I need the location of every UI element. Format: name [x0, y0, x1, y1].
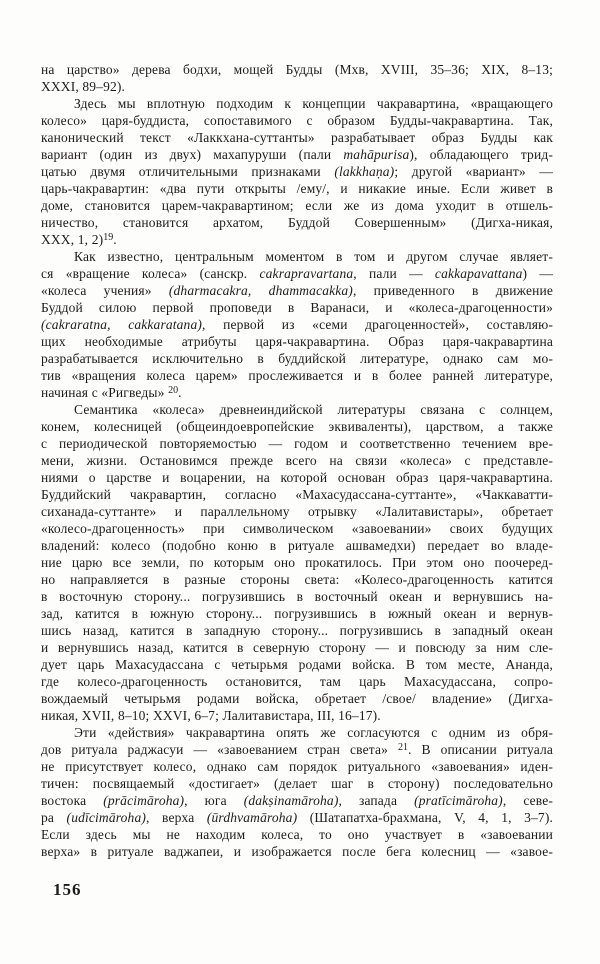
footnote-ref: 21 — [398, 742, 408, 753]
text-run: XXX, 1, 2) — [41, 232, 104, 247]
text-run: на царство» дерева бодхи, мощей Будды (Мхв, XVIII, 35–36; XIX, 8–13; — [41, 62, 553, 77]
footnote-ref: 20 — [168, 385, 179, 396]
text-run: ниями о царстве и воцарении, на которой основан образ царя-чакравартина. — [41, 470, 553, 485]
text-line — [41, 231, 553, 248]
text-line — [41, 163, 553, 180]
text-line — [41, 707, 553, 724]
text-run: верха» в ритуале ваджапеи, и изображается после бега колесниц — «завое- — [41, 844, 553, 859]
text-line — [41, 605, 553, 622]
text-run: «колесо-драгоценность» при символическом «завоевании» своих будущих — [41, 521, 553, 536]
text-line — [41, 418, 553, 435]
text-run: не присутствует колесо, однако сам порядок ритуального «завоевания» иден- — [41, 759, 553, 774]
text-run: доме, становится царем-чакравартином; если же из дома уходит в отшель- — [41, 198, 553, 213]
text-run: мени, жизни. Остановимся прежде всего на связи «колеса» с представле- — [41, 453, 553, 468]
text-line — [41, 520, 553, 537]
text-run: Здесь мы вплотную подходим к концепции чакравартина, «вращающего — [74, 96, 553, 111]
text-line — [41, 486, 553, 503]
text-line — [41, 316, 553, 333]
text-run: цатью двумя отличительными признаками — [41, 164, 335, 179]
text-line — [41, 843, 553, 860]
text-run: с периодической повторяемостью — годом и соответственно течением вре- — [41, 436, 553, 451]
text-line — [41, 690, 553, 707]
text-run: и вернувшись назад, катится в северную сторону — и повсюду за ним сле- — [41, 640, 553, 655]
text-run: Буддой силою первой проповеди в Варанаси, и «колеса-драгоценности» — [41, 300, 553, 315]
text-run: , запада — [338, 793, 415, 808]
text-line — [41, 384, 553, 401]
text-run: начиная с «Ригведы» — [41, 385, 169, 400]
text-line — [41, 367, 553, 384]
text-line — [41, 792, 553, 809]
text-run: ничество, становится архатом, Буддой Совершенным» (Дигха-никая, — [41, 215, 553, 230]
text-line — [41, 401, 553, 418]
text-line — [41, 724, 553, 741]
text-line — [41, 809, 553, 826]
italic-term: (dakṣinamāroha) — [243, 793, 339, 808]
text-run: вариант (один из двух) махапуруши (пали — [41, 147, 344, 162]
text-line — [41, 571, 553, 588]
text-line — [41, 469, 553, 486]
text-line — [41, 435, 553, 452]
text-run: . — [178, 385, 182, 400]
text-run: владений: колесо (подобно коню в ритуале ашвамедхи) передает во владе- — [41, 538, 553, 553]
text-run: Как известно, центральным моментом в том и другом случае являет- — [74, 249, 553, 264]
text-run: ся «вращение колеса» (санскр. — [41, 266, 260, 281]
italic-term: (dharmacakra, dhammacakka) — [168, 283, 353, 298]
text-line — [41, 758, 553, 775]
text-run: канонический текст «Лаккхана-суттанты» разрабатывает образ Будды как — [41, 130, 553, 145]
text-run: вождаемый четырьмя родами войска, обретает /свое/ владение» (Дигха- — [41, 691, 553, 706]
text-run: но направляется в разные стороны света: «Колесо-драгоценность катится — [41, 572, 553, 587]
text-line — [41, 639, 553, 656]
page-number: 156 — [53, 880, 82, 899]
text-line — [41, 537, 553, 554]
text-run: Буддийский чакравартин, согласно «Махасудассана-суттанте», «Чаккаватти- — [41, 487, 553, 502]
italic-term: (cakraratna, cakkaratana) — [41, 317, 202, 332]
text-line — [41, 61, 553, 78]
italic-term: cakkapavattana — [434, 266, 523, 281]
text-line — [41, 180, 553, 197]
text-run: . — [113, 232, 117, 247]
text-run: «колеса учения» — [41, 283, 169, 298]
text-run: ), обладающего трид- — [409, 147, 553, 162]
text-run: колесо» царя-буддиста, сопоставимого с образом Будды-чакравартина. Так, — [41, 113, 553, 128]
text-run: востока — [41, 793, 104, 808]
text-run: , юга — [184, 793, 244, 808]
text-line — [41, 214, 553, 231]
text-run: где колесо-драгоценность остановится, там царь Махасудассана, сопро- — [41, 674, 553, 689]
italic-term: (udīcimāroha) — [66, 810, 146, 825]
text-line — [41, 282, 553, 299]
text-run: тив «вращения колеса царем» прослеживается и в более ранней литературе, — [41, 368, 553, 383]
italic-term: cakrapravartana — [259, 266, 354, 281]
text-line — [41, 78, 553, 95]
text-run: , севе- — [502, 793, 553, 808]
text-run: царь-чакравартин: «два пути открыты /ему/, и никакие иные. Если живет в — [41, 181, 553, 196]
text-run: сиханада-суттанте» и параллельному отрывку «Лалитавистары», обретает — [41, 504, 553, 519]
text-line — [41, 452, 553, 469]
text-line — [41, 826, 553, 843]
italic-term: (prācimāroha) — [103, 793, 185, 808]
text-line — [41, 622, 553, 639]
text-run: ; другой «вариант» — — [394, 164, 553, 179]
text-line — [41, 503, 553, 520]
text-run: тичен: посвящаемый «достигает» (делает шаг в сторону) последовательно — [41, 776, 553, 791]
text-run: . В описании ритуала — [408, 742, 553, 757]
text-line — [41, 554, 553, 571]
text-line — [41, 112, 553, 129]
text-run: ра — [41, 810, 67, 825]
text-run: Семантика «колеса» древнеиндийской литературы связана с солнцем, — [74, 402, 553, 417]
page-text — [41, 61, 553, 860]
text-run: конем, колесницей (общеиндоевропейские эквиваленты), царством, а также — [41, 419, 553, 434]
italic-term: (ūrdhvamāroha) — [206, 810, 298, 825]
text-run: XXXI, 89–92). — [41, 79, 126, 94]
footnote-ref: 19 — [103, 232, 114, 243]
text-run: щих необходимые атрибуты царя-чакравартина. Образ царя-чакравартина — [41, 334, 553, 349]
italic-term: (lakkhaṇa) — [334, 164, 395, 179]
text-run: дует царь Махасудассана с четырьмя родами войска. В том месте, Ананда, — [41, 657, 553, 672]
text-line — [41, 248, 553, 265]
text-run: , приведенного в движение — [352, 283, 553, 298]
text-line — [41, 265, 553, 282]
text-line — [41, 673, 553, 690]
text-run: , первой из «семи драгоценностей», составляю- — [202, 317, 553, 332]
text-run: , верха — [145, 810, 207, 825]
text-run: дов ритуала раджасуи — «завоеванием стран света» — [41, 742, 398, 757]
text-line — [41, 350, 553, 367]
text-run: шись назад, катится в западную сторону... погрузившись в западный океан — [41, 623, 553, 638]
text-run: (Шатапатха-брахмана, V, 4, 1, 3–7). — [297, 810, 553, 825]
text-line — [41, 146, 553, 163]
text-run: никая, XVII, 8–10; XXVI, 6–7; Лалитавистара, III, 16–17). — [41, 708, 381, 723]
text-run: Если здесь мы не находим колеса, то оно участвует в «завоевании — [41, 827, 553, 842]
text-line — [41, 741, 553, 758]
text-line — [41, 129, 553, 146]
text-run: ние царю все земли, по которым оно прокатилось. При этом оно поочеред- — [41, 555, 553, 570]
text-run: в восточную сторону... погрузившись в восточный океан и вернувшись на- — [41, 589, 553, 604]
text-run: разрабатывается исключительно в буддийской литературе, однако сам мо- — [41, 351, 553, 366]
text-line — [41, 775, 553, 792]
text-run: Эти «действия» чакравартина опять же согласуются с одним из обря- — [74, 725, 553, 740]
text-line — [41, 95, 553, 112]
text-line — [41, 299, 553, 316]
text-run: ) — — [522, 266, 553, 281]
italic-term: mahāpurisa — [343, 147, 410, 162]
italic-term: (pratīcimāroha) — [414, 793, 503, 808]
text-line — [41, 588, 553, 605]
text-run: , пали — — [353, 266, 435, 281]
text-run: зад, катится в южную сторону... погрузившись в южный океан и вернув- — [41, 606, 553, 621]
text-line — [41, 333, 553, 350]
text-line — [41, 656, 553, 673]
text-line — [41, 197, 553, 214]
